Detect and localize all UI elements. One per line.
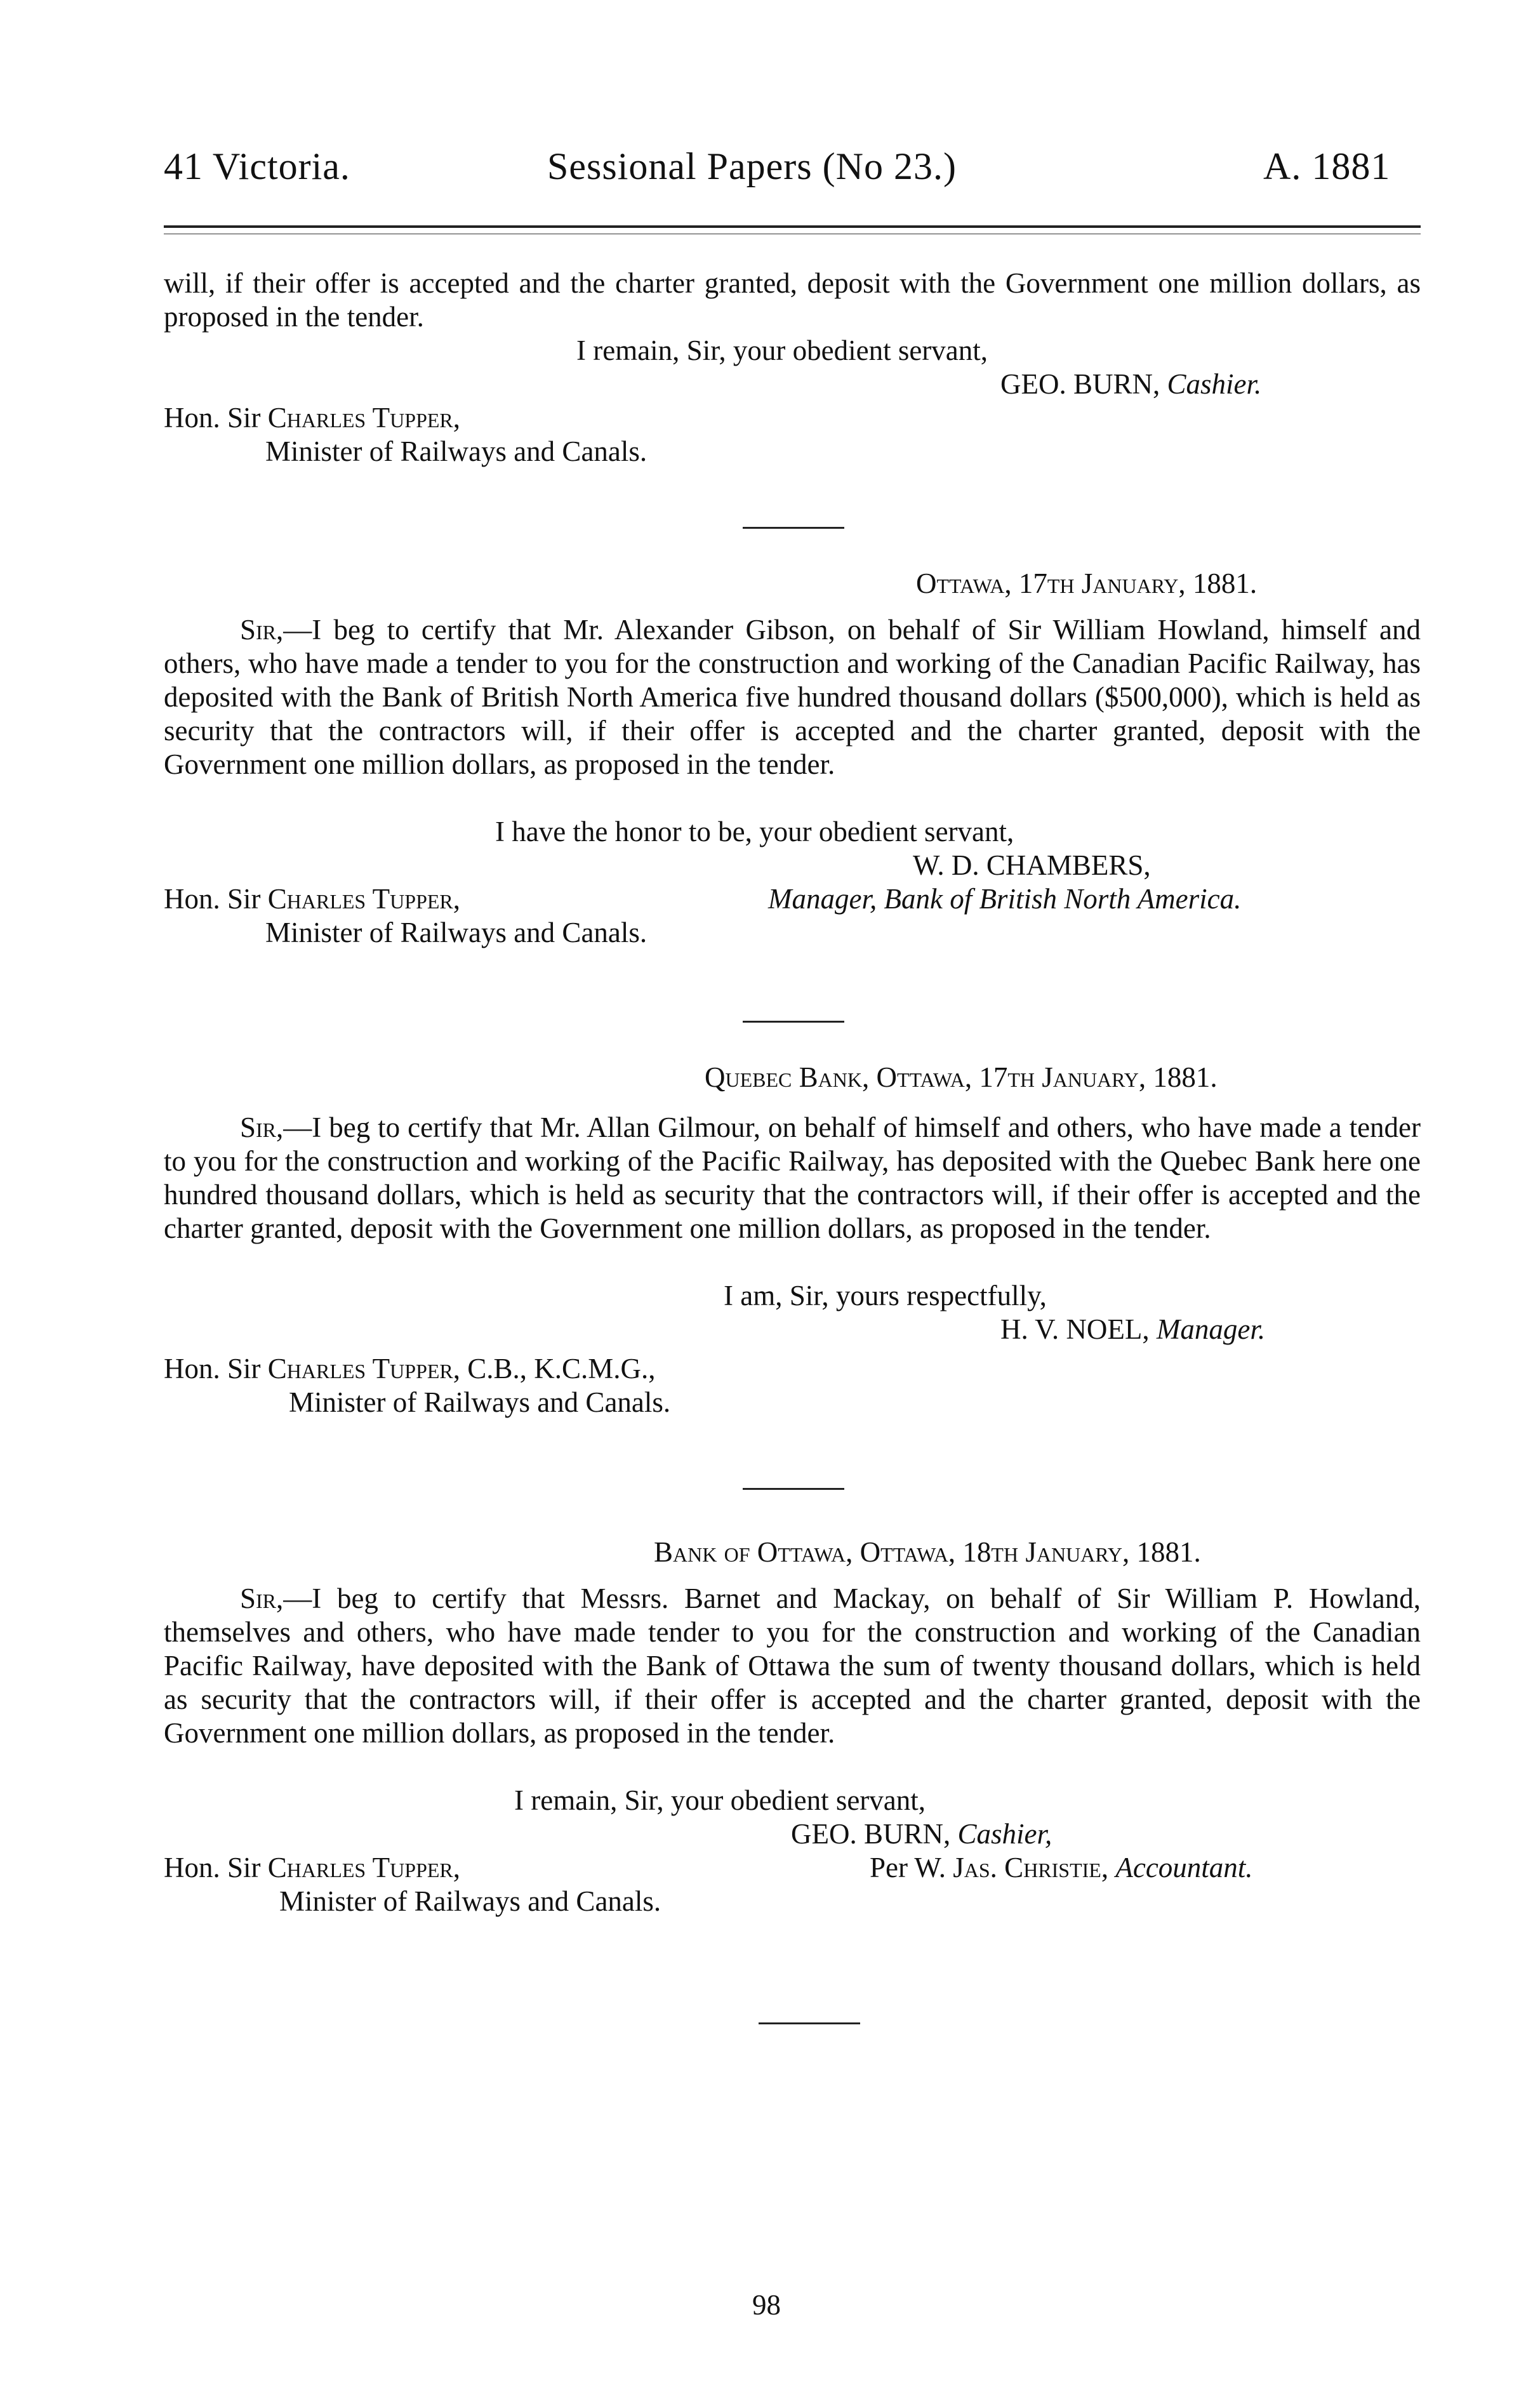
- letter1-addressee: [164, 401, 460, 435]
- letter3-addressee: [164, 1352, 656, 1386]
- letter1-closing: I remain, Sir, your obedient servant,: [576, 335, 988, 366]
- letter3-addressee-role: Minister of Railways and Canals.: [289, 1386, 671, 1418]
- separator-3: [743, 1488, 844, 1490]
- letter4-salutation: Sir,: [240, 1583, 284, 1614]
- letter1-signature-name: GEO. BURN,: [1000, 368, 1160, 400]
- letter2-salutation: Sir,: [240, 614, 284, 646]
- letter4-body: [164, 1582, 1421, 1750]
- letter3-body-text: —I beg to certify that Mr. Allan Gilmour, on behalf of himself and others, who have made a tender to you for the construction and working of the Pacific Railway, has deposited with the Quebec Bank here one hundred thousand dollars, which is held as security that the contractors will, if their offer is accepted and the charter granted, deposit with the Government one million dollars, as proposed in the tender.: [164, 1112, 1421, 1244]
- letter2-body: [164, 613, 1421, 781]
- header-title: Sessional Papers (No 23.): [547, 145, 957, 187]
- letter4-addressee: [164, 1851, 460, 1885]
- letter4-per-name: Jas. Christie,: [953, 1852, 1109, 1883]
- separator-1: [743, 527, 844, 529]
- letter2-signature-title: Manager, Bank of British North America.: [768, 883, 1242, 915]
- letter2-addressee-role: Minister of Railways and Canals.: [265, 917, 647, 948]
- letter3-salutation: Sir,: [240, 1112, 284, 1143]
- header-volume: 41 Victoria.: [164, 145, 350, 187]
- letter3-closing: I am, Sir, yours respectfully,: [724, 1280, 1047, 1311]
- letter3-signature: [1000, 1313, 1265, 1346]
- letter2-signature-name: W. D. CHAMBERS,: [913, 849, 1151, 881]
- letter1-addressee-prefix: Hon. Sir: [164, 402, 261, 434]
- letter1-addressee-name: Charles Tupper,: [267, 402, 461, 434]
- letter2-body-text: —I beg to certify that Mr. Alexander Gibson, on behalf of Sir William Howland, himself and others, who have made a tender to you for the construction and working of the Canadian Pacific Railway, has deposited with the Bank of British North America five hundred thousand dollars ($500,000), which is held as security that the contractors will, if their offer is accepted and the charter granted, deposit with the Government one million dollars, as proposed in the tender.: [164, 614, 1421, 780]
- letter1-continuation: will, if their offer is accepted and the charter granted, deposit with the Government one million dollars, as proposed in the tender.: [164, 267, 1421, 333]
- letter4-signature: [791, 1817, 1052, 1851]
- letter1-signature-title: Cashier.: [1167, 368, 1262, 400]
- letter4-per-title: Accountant.: [1115, 1852, 1253, 1883]
- letter3-addressee-name: Charles Tupper, C.B., K.C.M.G.,: [267, 1353, 656, 1384]
- letter1-addressee-role: Minister of Railways and Canals.: [265, 435, 647, 467]
- letter3-signature-title: Manager.: [1156, 1313, 1266, 1345]
- letter4-body-text: —I beg to certify that Messrs. Barnet and Mackay, on behalf of Sir William P. Howland, themselves and others, who have made tender to you for the construction and working of the Canadian Pacific Railway, have deposited with the Bank of Ottawa the sum of twenty thousand dollars, which is held as security that the contractors will, if their offer is accepted and the charter granted, deposit with the Government one million dollars, as proposed in the tender.: [164, 1583, 1421, 1749]
- letter2-addressee-prefix: Hon. Sir: [164, 883, 261, 915]
- letter4-per-line: [870, 1851, 1253, 1885]
- separator-4: [759, 2022, 860, 2024]
- letter4-signature-title: Cashier,: [957, 1818, 1052, 1850]
- letter4-signature-name: GEO. BURN,: [791, 1818, 951, 1850]
- header-rule: [164, 225, 1421, 228]
- page-number: 98: [752, 2289, 781, 2321]
- letter4-dateline: Bank of Ottawa, Ottawa, 18th January, 1881.: [654, 1536, 1201, 1568]
- letter3-addressee-prefix: Hon. Sir: [164, 1353, 261, 1384]
- letter2-addressee-name: Charles Tupper,: [267, 883, 461, 915]
- letter3-dateline: Quebec Bank, Ottawa, 17th January, 1881.: [705, 1061, 1218, 1093]
- letter2-addressee: [164, 882, 460, 916]
- letter4-addressee-prefix: Hon. Sir: [164, 1852, 261, 1883]
- letter4-per-prefix: Per W.: [870, 1852, 946, 1883]
- letter3-body: [164, 1111, 1421, 1245]
- letter1-signature: [1000, 368, 1261, 401]
- letter4-addressee-role: Minister of Railways and Canals.: [279, 1885, 661, 1917]
- letter3-signature-name: H. V. NOEL,: [1000, 1313, 1150, 1345]
- letter4-closing: I remain, Sir, your obedient servant,: [514, 1784, 926, 1816]
- letter2-closing: I have the honor to be, your obedient servant,: [495, 816, 1014, 847]
- header-year: A. 1881: [1263, 145, 1391, 187]
- letter4-addressee-name: Charles Tupper,: [267, 1852, 461, 1883]
- letter2-dateline: Ottawa, 17th January, 1881.: [916, 568, 1258, 599]
- separator-2: [743, 1021, 844, 1023]
